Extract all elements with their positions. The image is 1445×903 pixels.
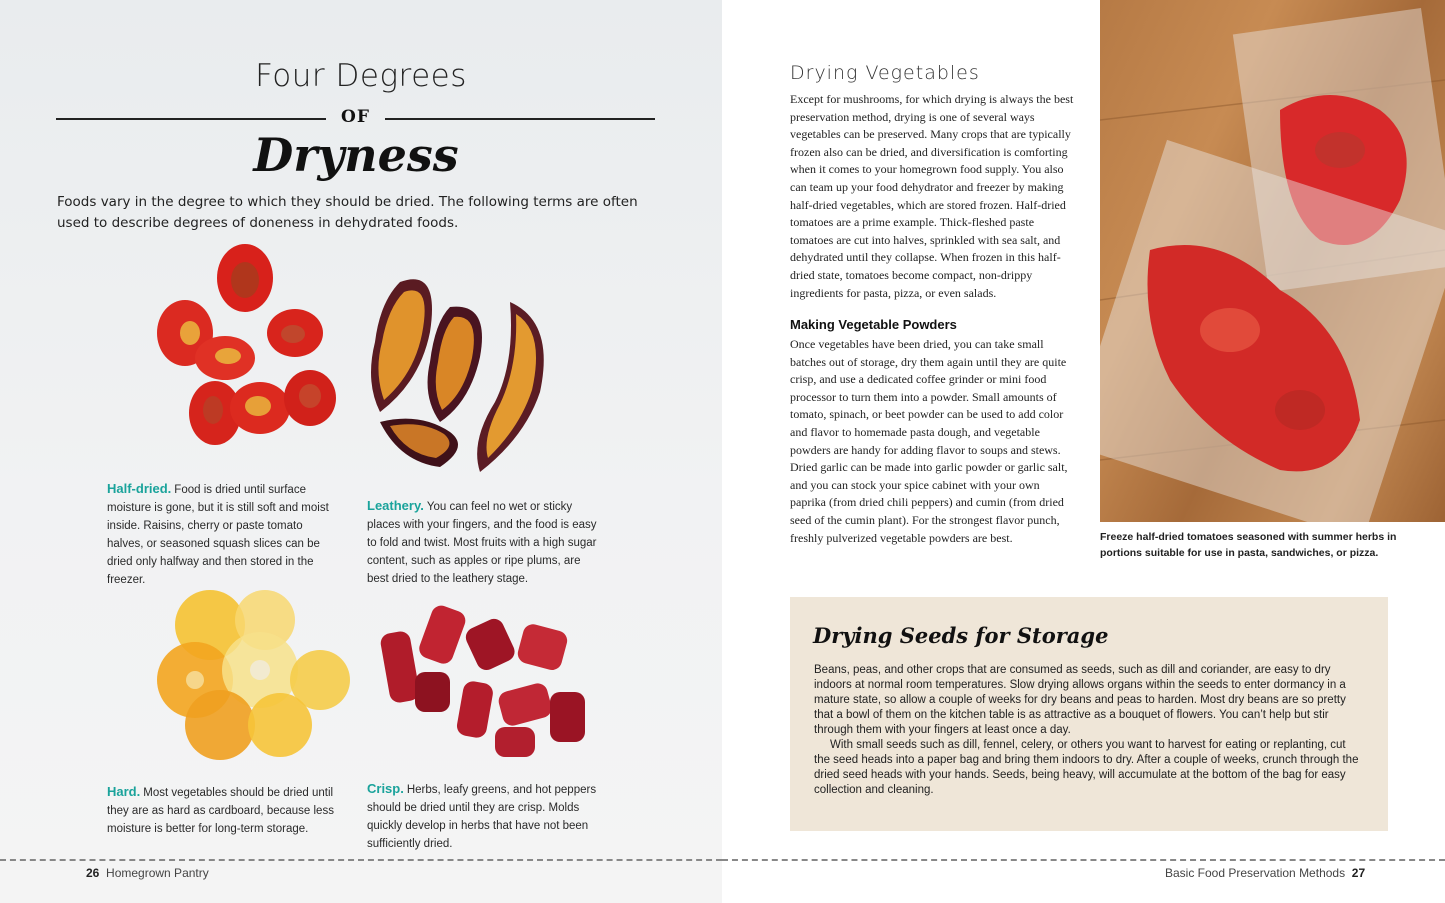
sidebar-body [814, 663, 1364, 798]
body-paragraph-2: Once vegetables have been dried, you can take small batches out of storage, dry them again until they are quite crisp, and use a dedicated coffee grinder or mini food processor to turn them into a powder. Small amounts of tomato, spinach, or beet powder can be used to add color and flavor to homemade pasta dough, and vegetable powders are handy for adding flavor to soups and stews. Dried garlic can be made into garlic powder or garlic salt, and you can stock your spice cabinet with your own paprika (from dried chili peppers) and cumin (from dried seed of the cumin plant). For the strongest flavor punch, freshly pulverized vegetable powders are best. [790, 337, 1068, 545]
term-text: Food is dried until surface moisture is gone, but it is still soft and moist inside. Raisins, cherry or paste tomato halves, or seasoned squash slices can be dried only halfway and then stored in the freezer. [107, 484, 329, 586]
sidebar-paragraph-2: With small seeds such as dill, fennel, celery, or others you want to harvest for eating or replanting, cut the seed heads into a paper bag and bring them indoors to dry. After a couple of weeks, crunch through the dried seed heads with your hands. Seeds, being heavy, will accumulate at the bottom of the bag for easy collection and cleaning. [814, 739, 1359, 796]
section-heading: Drying Vegetables [790, 62, 980, 84]
crisp-peppers-image [375, 592, 595, 767]
page-title-line3: Dryness [253, 128, 459, 182]
right-page [722, 0, 1445, 903]
term-text: You can feel no wet or sticky places with your fingers, and the food is easy to fold and twist. Most fruits with a high sugar content, such as apples or ripe plums, are best dried to the leathery stage. [367, 501, 597, 585]
sidebar-box [790, 597, 1388, 831]
term-crisp [367, 780, 599, 853]
subheading: Making Vegetable Powders [790, 317, 957, 332]
hard-apples-image [150, 585, 365, 765]
footer-rule [722, 859, 1445, 861]
right-folio [1165, 866, 1365, 880]
term-hard [107, 783, 339, 838]
photo-caption: Freeze half-dried tomatoes seasoned with summer herbs in portions suitable for use in pasta, sandwiches, or pizza. [1100, 531, 1397, 559]
term-half-dried [107, 480, 342, 589]
left-folio [86, 866, 209, 880]
page-number: 27 [1351, 866, 1366, 880]
term-label: Hard. [107, 784, 141, 799]
page-number: 26 [86, 866, 100, 880]
term-text: Most vegetables should be dried until they are as hard as cardboard, because less moisture is better for long-term storage. [107, 787, 334, 835]
page-title-line1: Four Degrees [255, 58, 467, 94]
leathery-plums-image [360, 262, 560, 482]
tomato-bags-photo [1100, 0, 1445, 522]
page-title-line2: OF [341, 107, 370, 127]
tomato-bags-illustration [1100, 0, 1445, 522]
term-label: Leathery. [367, 498, 424, 513]
footer-rule [0, 859, 722, 861]
title-rule-left [56, 118, 326, 120]
term-text: Herbs, leafy greens, and hot peppers should be dried until they are crisp. Molds quickly develop in herbs that have not been sufficiently dried. [367, 784, 597, 850]
half-dried-tomatoes-image [150, 238, 360, 453]
body-paragraph-1: Except for mushrooms, for which drying is always the best preservation method, drying is one of several ways vegetables can be preserved. Many crops that are typically frozen also can be dried, and diversification is comforting when it comes to your homegrown food supply. You also can team up your food dehydrator and freezer by making half-dried vegetables, which are stored frozen. Half-dried tomatoes are a prime example. Thick-fleshed paste tomatoes are cut into halves, sprinkled with sea salt, and dehydrated until they collapse. When frozen in this half-dried state, tomatoes become compact, non-drippy ingredients for pasta, pizza, or even salads. [790, 92, 1074, 300]
term-label: Half-dried. [107, 481, 172, 496]
running-title: Homegrown Pantry [106, 866, 209, 880]
term-label: Crisp. [367, 781, 404, 796]
title-rule-right [385, 118, 655, 120]
intro-text: Foods vary in the degree to which they should be dried. The following terms are often used to describe degrees of doneness in dehydrated foods. [57, 194, 638, 231]
sidebar-title: Drying Seeds for Storage [813, 623, 1109, 648]
running-title: Basic Food Preservation Methods [1165, 866, 1346, 880]
sidebar-paragraph-1: Beans, peas, and other crops that are consumed as seeds, such as dill and coriander, are easy to dry indoors at normal room temperatures. Slow drying allows organs within the seeds to enter dormancy in a mature state, so allow a couple of weeks for dry beans and peas to harden. Most dry beans are so pretty that a bowl of them on the kitchen table is as attractive as a bouquet of flowers. You can’t help but stir through them with your fingers at least once a day. [814, 664, 1346, 736]
left-page [0, 0, 722, 903]
term-leathery [367, 497, 599, 588]
